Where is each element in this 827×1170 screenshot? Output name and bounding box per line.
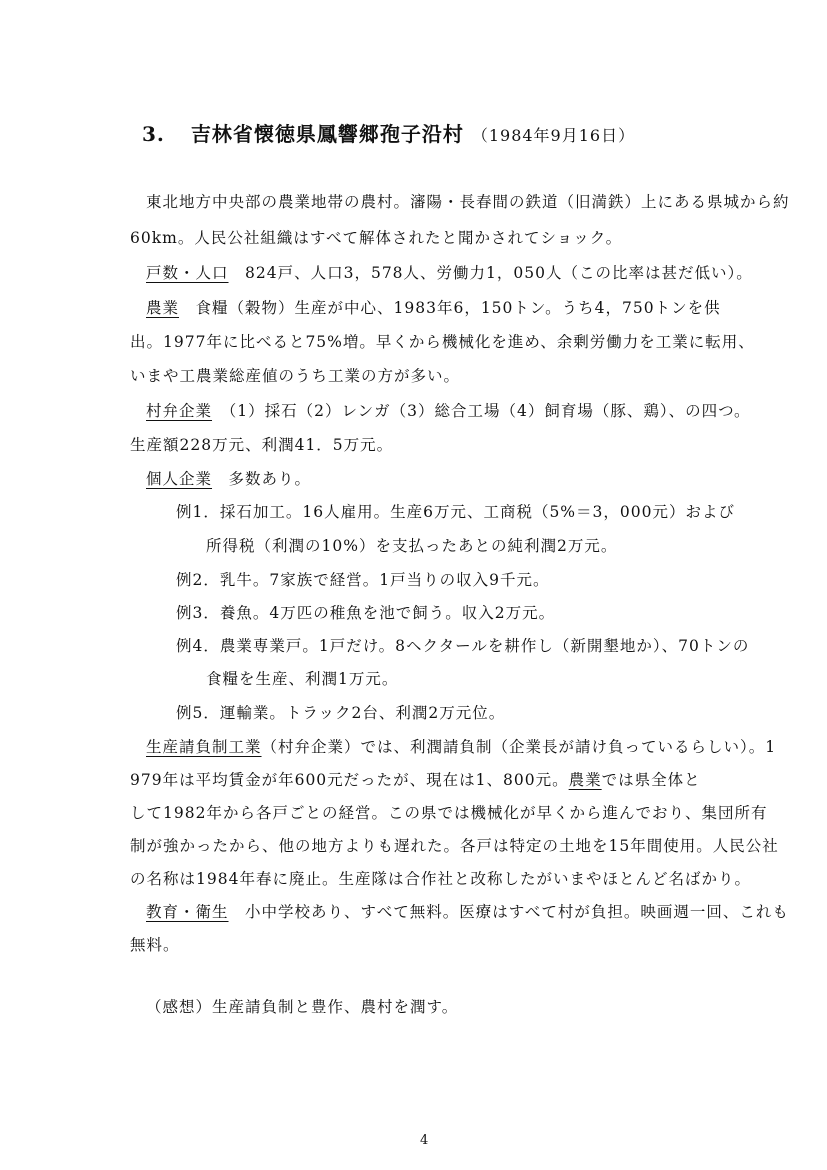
heading-contract-industry: 生産請負制工業 xyxy=(146,738,262,756)
text-line: 出。1977年に比べると75%増。早くから機械化を進め、余剰労働力を工業に転用、 xyxy=(130,333,755,351)
households-text: 824戸、人口3，578人、労働力1，050人（この比率は甚だ低い）。 xyxy=(228,264,753,282)
example-line: 例3．養魚。4万匹の稚魚を池で飼う。収入2万元。 xyxy=(176,604,556,622)
text-line xyxy=(146,735,776,757)
heading-education-health: 教育・衛生 xyxy=(146,903,229,921)
agriculture-text: 食糧（穀物）生産が中心、1983年6，150トン。うち4，750トンを供 xyxy=(179,299,721,317)
text-span: 979年は平均賃金が年600元だったが、現在は1、800元。 xyxy=(130,771,569,789)
text-line: の名称は1984年春に廃止。生産隊は合作社と改称したがいまやほとんど名ばかり。 xyxy=(130,870,751,888)
village-enterprise-text: （1）採石（2）レンガ（3）総合工場（4）飼育場（豚、鶏）、の四つ。 xyxy=(212,402,751,420)
example-line: 食糧を生産、利潤1万元。 xyxy=(206,670,399,688)
text-line xyxy=(130,768,701,790)
text-line: 無料。 xyxy=(130,936,180,954)
heading-households: 戸数・人口 xyxy=(146,264,229,282)
example-line: 例1．採石加工。16人雇用。生産6万元、工商税（5%＝3，000元）および xyxy=(176,503,735,521)
page-number: 4 xyxy=(420,1133,429,1148)
example-line: 例2．乳牛。7家族で経営。1戸当りの収入9千元。 xyxy=(176,571,550,589)
section-title xyxy=(142,118,635,147)
text-line: 制が強かったから、他の地方よりも遅れた。各戸は特定の土地を15年間使用。人民公社 xyxy=(130,837,779,855)
private-enterprise-text: 多数あり。 xyxy=(212,470,312,488)
village-name: 吉林省懐徳県鳳響郷孢子沿村 xyxy=(190,122,464,146)
heading-agriculture-2: 農業 xyxy=(568,771,602,789)
heading-private-enterprise: 個人企業 xyxy=(146,470,213,488)
text-span: では県全体と xyxy=(601,771,701,789)
impression-line: （感想）生産請負制と豊作、農村を潤す。 xyxy=(146,998,459,1016)
text-line: して1982年から各戸ごとの経営。この県では機械化が早くから進んでおり、集団所有 xyxy=(130,804,768,822)
text-line xyxy=(146,900,789,922)
example-line: 例4．農業専業戸。1戸だけ。8ヘクタールを耕作し（新開墾地か）、70トンの xyxy=(176,637,750,655)
contract-industry-text: （村弁企業）では、利潤請負制（企業長が請け負っているらしい）。1 xyxy=(261,738,777,756)
example-line: 例5．運輸業。トラック2台、利潤2万元位。 xyxy=(176,704,506,722)
text-line xyxy=(146,296,721,318)
text-line xyxy=(146,261,753,283)
text-line: 生産額228万元、利潤41．5万元。 xyxy=(130,436,394,454)
heading-village-enterprise: 村弁企業 xyxy=(146,402,213,420)
text-line: 60km。人民公社組織はすべて解体されたと聞かされてショック。 xyxy=(130,229,623,247)
heading-agriculture: 農業 xyxy=(146,299,180,317)
text-line xyxy=(146,399,750,421)
text-line xyxy=(146,467,311,489)
text-line: いまや工農業総産値のうち工業の方が多い。 xyxy=(130,367,461,385)
example-line: 所得税（利潤の10%）を支払ったあとの純利潤2万元。 xyxy=(206,537,618,555)
education-health-text: 小中学校あり、すべて無料。医療はすべて村が負担。映画週一回、これも xyxy=(228,903,789,921)
section-number: 3. xyxy=(142,122,165,146)
visit-date: （1984年9月16日） xyxy=(471,126,636,145)
text-line: 東北地方中央部の農業地帯の農村。瀋陽・長春間の鉄道（旧満鉄）上にある県城から約 xyxy=(146,193,790,211)
